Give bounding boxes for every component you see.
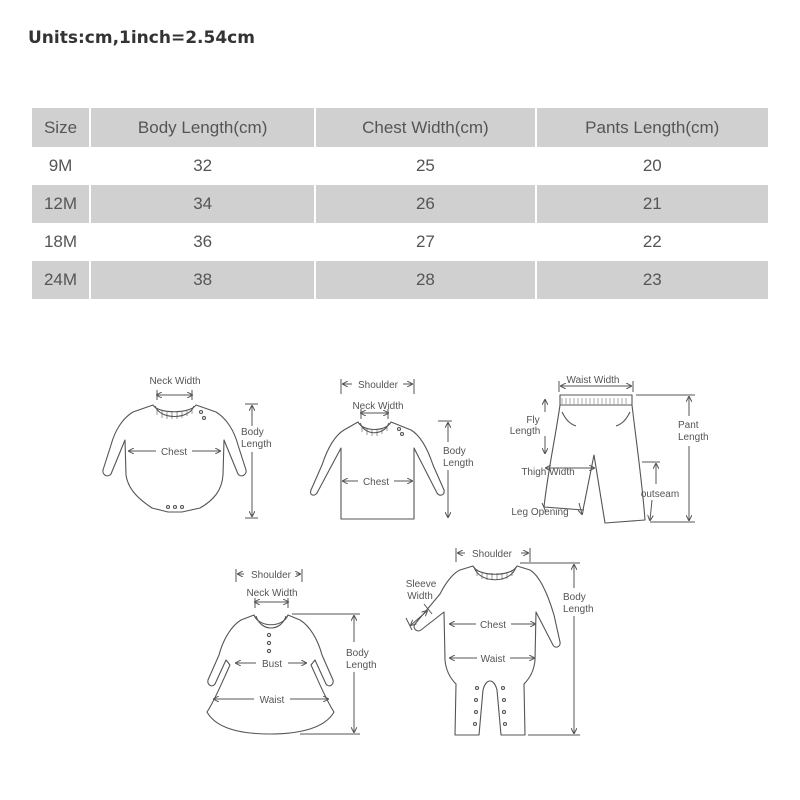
cell-size: 9M — [32, 147, 89, 185]
cell-chest-width: 25 — [316, 147, 534, 185]
shoulder-label: Shoulder — [250, 570, 292, 581]
body-length-label: Body — [241, 427, 264, 438]
button-icon — [267, 633, 270, 636]
cell-pants-length: 20 — [537, 147, 768, 185]
chest-label: Chest — [362, 477, 390, 488]
body-length-label: Body — [346, 648, 369, 659]
pocket-line — [616, 412, 630, 426]
thigh-width-label: Thigh Width — [521, 467, 575, 478]
cell-pants-length: 23 — [537, 261, 768, 299]
bodysuit-outline — [103, 405, 246, 512]
button-icon — [267, 649, 270, 652]
header-pants-length: Pants Length(cm) — [537, 108, 768, 147]
header-chest-width: Chest Width(cm) — [316, 108, 534, 147]
cell-chest-width: 26 — [316, 185, 534, 223]
cell-body-length: 32 — [91, 147, 314, 185]
leg-opening-arrow — [579, 503, 582, 514]
body-length-label-2: Length — [563, 604, 594, 615]
bust-label: Bust — [261, 659, 283, 670]
waist-width-label: Waist Width — [566, 375, 620, 386]
button-icon — [401, 433, 404, 436]
button-icon — [398, 428, 401, 431]
leg-opening-label: Leg Opening — [511, 507, 569, 518]
body-length-label: Body — [443, 446, 466, 457]
fly-length-label: Fly — [526, 415, 540, 426]
sleeve-width-label-2: Width — [407, 591, 433, 602]
snap-icon — [167, 506, 170, 509]
sleeve-width-label: Sleeve — [405, 579, 437, 590]
waist-label: Waist — [259, 695, 285, 706]
cell-size: 24M — [32, 261, 89, 299]
cell-body-length: 36 — [91, 223, 314, 261]
bodysuit-diagram — [103, 376, 272, 518]
shoulder-label: Shoulder — [471, 549, 513, 560]
snap-icon — [181, 506, 184, 509]
units-note: Units:cm,1inch=2.54cm — [28, 28, 255, 48]
dress-diagram — [207, 569, 377, 734]
shoulder-label: Shoulder — [357, 380, 399, 391]
pants-diagram — [510, 375, 709, 523]
button-icon — [200, 411, 203, 414]
header-size: Size — [32, 108, 89, 147]
pant-length-label-2: Length — [678, 432, 709, 443]
sleeve-width-arrow — [411, 611, 427, 625]
pocket-line — [562, 412, 576, 426]
snap-icon — [475, 699, 478, 702]
chest-label: Chest — [160, 447, 188, 458]
top-outline — [311, 422, 445, 519]
neck-width-label: Neck Width — [246, 588, 298, 599]
cell-pants-length: 21 — [537, 185, 768, 223]
romper-outline — [414, 566, 560, 735]
pant-length-label: Pant — [678, 420, 699, 431]
body-length-label-2: Length — [443, 458, 474, 469]
snap-icon — [503, 699, 506, 702]
cell-body-length: 34 — [91, 185, 314, 223]
waist-label: Waist — [480, 654, 506, 665]
outseam-arrow-bottom — [650, 500, 652, 520]
romper-collar — [474, 567, 516, 580]
pants-outline — [544, 395, 645, 523]
body-length-label-2: Length — [241, 439, 272, 450]
body-length-label: Body — [563, 592, 586, 603]
romper-diagram — [406, 548, 594, 735]
button-icon — [267, 641, 270, 644]
cell-size: 18M — [32, 223, 89, 261]
snap-icon — [503, 711, 506, 714]
fly-length-label-2: Length — [509, 426, 541, 437]
snap-icon — [476, 687, 479, 690]
cell-body-length: 38 — [91, 261, 314, 299]
dress-outline — [207, 615, 334, 734]
snap-icon — [475, 711, 478, 714]
cell-chest-width: 28 — [316, 261, 534, 299]
header-body-length: Body Length(cm) — [91, 108, 314, 147]
outseam-label: outseam — [640, 489, 680, 500]
neck-width-label: Neck Width — [352, 401, 404, 412]
button-icon — [203, 417, 206, 420]
body-length-label-2: Length — [346, 660, 377, 671]
top-diagram — [311, 379, 474, 519]
cell-size: 12M — [32, 185, 89, 223]
chest-label: Chest — [479, 620, 507, 631]
snap-icon — [474, 723, 477, 726]
cell-chest-width: 27 — [316, 223, 534, 261]
snap-icon — [174, 506, 177, 509]
neck-width-label: Neck Width — [149, 376, 201, 387]
cell-pants-length: 22 — [537, 223, 768, 261]
snap-icon — [502, 687, 505, 690]
snap-icon — [504, 723, 507, 726]
